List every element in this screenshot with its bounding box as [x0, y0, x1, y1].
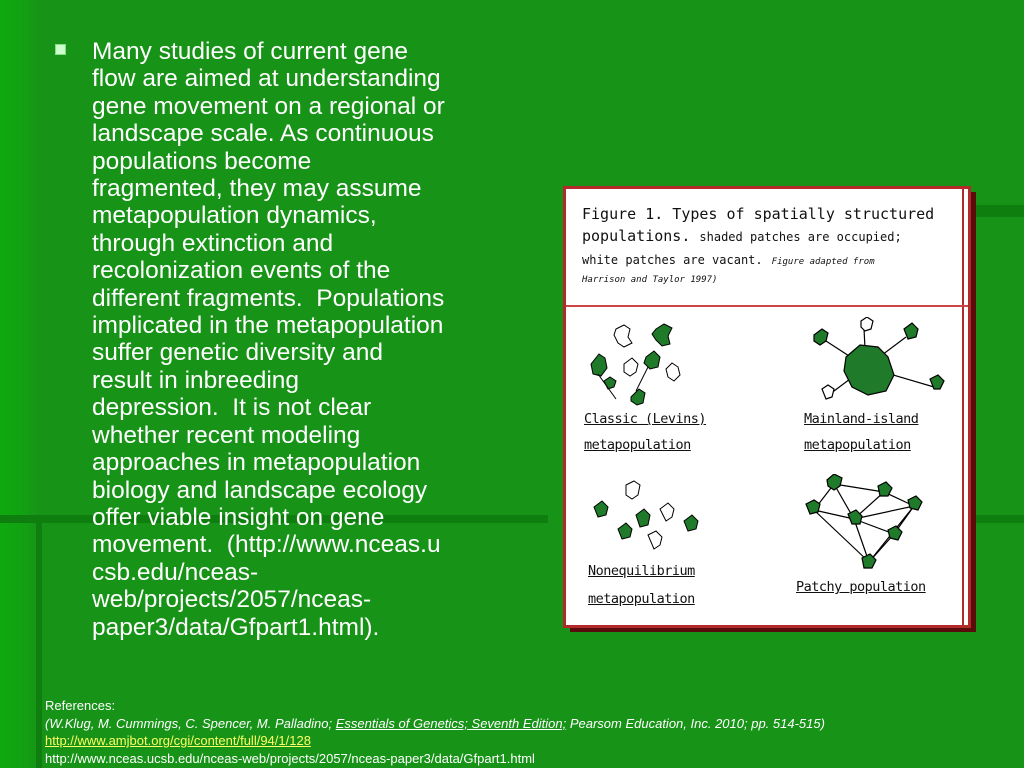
figure-metapopulation-types: [563, 186, 971, 628]
figure-caption: [582, 203, 952, 285]
patch-occupied: [636, 509, 650, 527]
label-classic-line2: metapopulation: [584, 437, 691, 453]
main-paragraph-line: depression. It is not clear: [92, 394, 372, 422]
patch-occupied: [652, 324, 672, 346]
main-paragraph-line: Many studies of current gene: [92, 38, 408, 65]
patch-vacant: [624, 358, 638, 376]
references: [45, 697, 825, 767]
label-mainland-line1: Mainland-island: [804, 411, 919, 427]
citation-suffix: Pearsom Education, Inc. 2010; pp. 514-515): [569, 715, 825, 731]
patch-occupied: [806, 500, 820, 514]
citation-title: Essentials of Genetics; Seventh Edition;: [335, 715, 567, 731]
label-patchy-line1: Patchy population: [796, 579, 926, 595]
bullet-square-icon: [55, 44, 66, 55]
main-paragraph-line: through extinction and: [92, 229, 334, 257]
diagram-classic: [586, 319, 706, 419]
patch-occupied: [908, 496, 922, 510]
patch-occupied: [684, 515, 698, 531]
figure-caption-shaded: shaded patches are occupied;: [699, 230, 902, 244]
main-paragraph-line: different fragments. Populations: [92, 284, 445, 312]
patch-vacant: [614, 325, 632, 347]
patch-occupied: [814, 329, 828, 345]
patch-occupied: [888, 526, 902, 540]
label-classic-line1: Classic (Levins): [584, 411, 707, 427]
patch-occupied: [604, 377, 616, 389]
figure-caption-source: Harrison and Taylor 1997): [582, 275, 718, 285]
main-paragraph-line: paper3/data/Gfpart1.html).: [92, 613, 380, 641]
label-noneq-line2: metapopulation: [588, 591, 695, 607]
main-paragraph-line: gene movement on a regional or: [92, 92, 445, 120]
main-paragraph-line: web/projects/2057/nceas-: [92, 586, 372, 614]
main-paragraph-line: csb.edu/nceas-: [92, 558, 259, 586]
main-paragraph: [92, 38, 512, 641]
patch-occupied: [618, 523, 632, 539]
main-paragraph-line: fragmented, they may assume: [92, 175, 422, 203]
main-paragraph-line: recolonization events of the: [92, 257, 391, 285]
figure-caption-line1: Figure 1. Types of spatially structured: [582, 205, 935, 223]
main-paragraph-line: implicated in the metapopulation: [92, 312, 444, 340]
main-paragraph-line: result in inbreeding: [92, 366, 300, 394]
patch-occupied: [644, 351, 660, 369]
diagram-mainland-island: [806, 317, 946, 417]
figure-caption-white: white patches are vacant.: [582, 253, 763, 267]
patch-occupied: [591, 354, 607, 376]
label-noneq-line1: Nonequilibrium: [588, 563, 695, 579]
reference-link-nceas[interactable]: http://www.nceas.ucsb.edu/nceas-web/projects/2057/nceas-paper3/data/Gfpart1.html: [45, 750, 535, 766]
figure-border-line: [962, 189, 964, 625]
patch-vacant: [861, 317, 873, 331]
references-heading: References:: [45, 698, 116, 713]
patch-occupied: [631, 389, 645, 405]
main-paragraph-line: movement. (http://www.nceas.u: [92, 531, 441, 559]
patch-occupied: [827, 474, 842, 490]
patch-occupied: [878, 482, 892, 496]
patch-vacant: [648, 531, 662, 549]
label-mainland-line2: metapopulation: [804, 437, 911, 453]
patch-vacant: [660, 503, 674, 521]
patch-vacant: [626, 481, 640, 499]
figure-caption-adapted: Figure adapted from: [771, 257, 875, 267]
main-paragraph-line: biology and landscape ecology: [92, 476, 428, 504]
references-citation: [45, 715, 825, 733]
patch-occupied: [594, 501, 608, 517]
decorative-band: [975, 515, 1024, 523]
figure-caption-line2: [582, 225, 952, 248]
figure-divider: [566, 305, 968, 307]
figure-caption-populations: populations.: [582, 227, 691, 245]
patch-vacant: [666, 363, 680, 381]
decorative-band: [975, 205, 1024, 217]
diagram-patchy: [794, 474, 944, 574]
main-paragraph-line: flow are aimed at understanding: [92, 65, 441, 93]
main-paragraph-line: suffer genetic diversity and: [92, 339, 383, 367]
main-paragraph-line: landscape scale. As continuous: [92, 120, 434, 148]
patch-vacant: [822, 385, 834, 399]
main-paragraph-line: metapopulation dynamics,: [92, 202, 377, 230]
main-paragraph-line: populations become: [92, 147, 312, 175]
main-paragraph-line: approaches in metapopulation: [92, 449, 421, 477]
patch-mainland: [844, 345, 894, 395]
citation-prefix: (W.Klug, M. Cummings, C. Spencer, M. Palladino;: [45, 715, 333, 731]
patch-occupied: [904, 323, 918, 339]
main-paragraph-line: whether recent modeling: [92, 421, 361, 449]
background-left-gradient: [0, 0, 40, 768]
decorative-vertical-band: [36, 520, 42, 768]
figure-caption-line3: [582, 248, 952, 273]
diagram-nonequilibrium: [588, 479, 708, 559]
main-paragraph-line: offer viable insight on gene: [92, 503, 385, 531]
reference-link-amjbot[interactable]: http://www.amjbot.org/cgi/content/full/94/1/128: [45, 733, 311, 748]
